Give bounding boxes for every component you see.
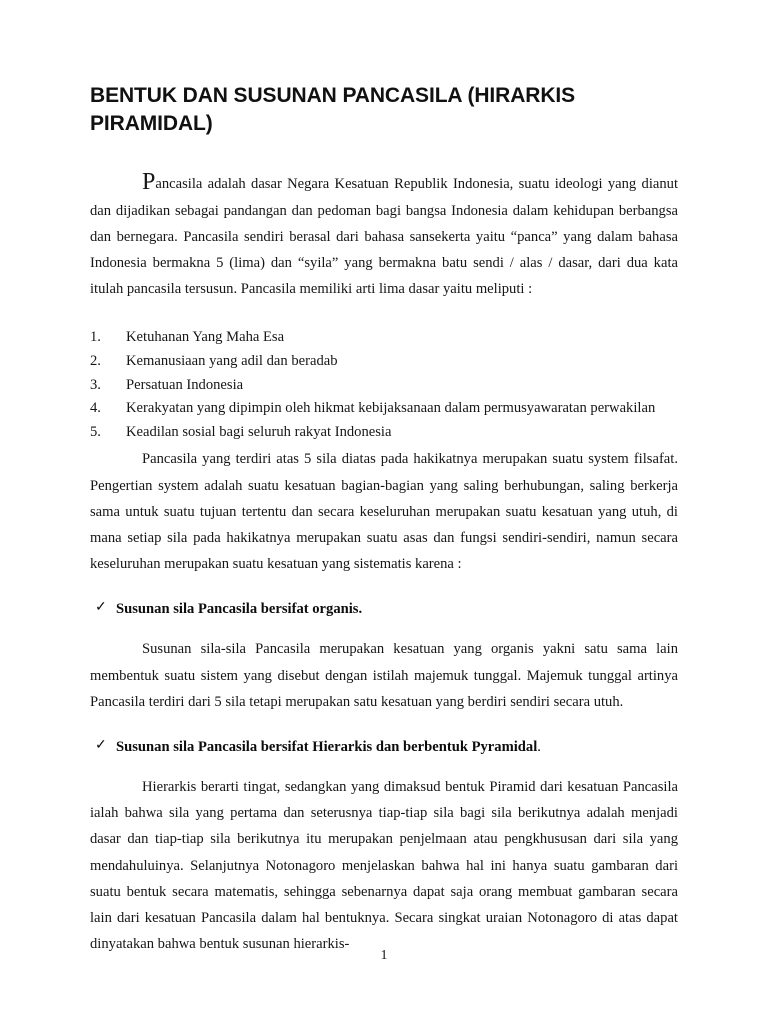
checkmark-icon: ✓: [95, 600, 107, 616]
list-item: [90, 374, 678, 397]
section-heading-text: Susunan sila Pancasila bersifat Hierarkis dan berbentuk Pyramidal: [116, 739, 538, 756]
list-item-number: 4.: [90, 400, 101, 417]
page-title: BENTUK DAN SUSUNAN PANCASILA (HIRARKIS PIRAMIDAL): [90, 84, 576, 135]
list-item-number: 3.: [90, 376, 101, 393]
list-item-number: 2.: [90, 353, 101, 370]
list-item-number: 5.: [90, 423, 101, 440]
list-item: [90, 397, 678, 420]
section-body-hierarkis: Hierarkis berarti tingat, sedangkan yang dimaksud bentuk Piramid dari kesatuan Pancasila ialah bahwa sila yang pertama dan seterusnya tiap-tiap sila bagi sila berikutnya adalah menjadi dasar dan tiap-tiap sila berikutnya itu merupakan penjelmaan atau pengkhususan dari sila yang mendahuluinya. Selanjutnya Notonagoro menjelaskan bahwa hal ini hanya suatu gambaran dari suatu bentuk secara matematis, sehingga sebenarnya dapat saja orang membuat gambaran secara lain dari kesatuan Pancasila dalam hal bentuknya. Secara singkat uraian Notonagoro di atas dapat dinyatakan bahwa bentuk susunan hierarkis-: [90, 779, 678, 953]
page-number-footer: 1: [380, 947, 388, 962]
list-item-label: Keadilan sosial bagi seluruh rakyat Indonesia: [126, 423, 392, 440]
intro-text: ancasila adalah dasar Negara Kesatuan Republik Indonesia, suatu ideologi yang dianut dan dijadikan sebagai pandangan dan pedoman bagi bangsa Indonesia dalam kehidupan berbangsa dan bernegara. Pancasila sendiri berasal dari bahasa sansekerta yaitu “panca” yang dalam bahasa Indonesia bermakna 5 (lima) dan “syila” yang bermakna batu sendi / alas / dasar, dari dua kata itulah pancasila tersusun. Pancasila memiliki arti lima dasar yaitu meliputi :: [90, 176, 678, 298]
intro-dropcap: P: [142, 169, 156, 196]
document-content: [90, 82, 678, 957]
section-heading-hierarkis: [90, 736, 678, 758]
system-paragraph: Pancasila yang terdiri atas 5 sila diatas pada hakikatnya merupakan suatu system filsafat. Pengertian system adalah suatu kesatuan bagian-bagian yang saling berhubungan, saling berkerja sama untuk suatu tujuan tertentu dan secara keseluruhan merupakan suatu kesatuan yang utuh, di mana setiap sila pada hakikatnya merupakan suatu asas dan fungsi sendiri-sendiri, namun secara keseluruhan merupakan suatu kesatuan yang sistematis karena :: [90, 451, 678, 573]
section-body-organis: Susunan sila-sila Pancasila merupakan kesatuan yang organis yakni satu sama lain membentuk suatu sistem yang disebut dengan istilah majemuk tunggal. Majemuk tunggal artinya Pancasila terdiri dari 5 sila tetapi merupakan satu kesatuan yang berdiri sendiri secara utuh.: [90, 641, 678, 710]
intro-paragraph: [90, 171, 678, 302]
list-item-label: Persatuan Indonesia: [126, 376, 244, 393]
checkmark-icon: ✓: [95, 738, 107, 754]
section-heading-tail: .: [537, 739, 541, 756]
list-item-label: Ketuhanan Yang Maha Esa: [126, 329, 285, 346]
list-item: [90, 326, 678, 349]
sila-list: [90, 326, 678, 443]
section-heading-text: Susunan sila Pancasila bersifat organis.: [116, 601, 363, 618]
list-item-number: 1.: [90, 329, 101, 346]
list-item: [90, 350, 678, 373]
list-item-label: Kemanusiaan yang adil dan beradab: [126, 353, 338, 370]
list-item: [90, 421, 678, 444]
section-heading-organis: [90, 598, 678, 620]
list-item-label: Kerakyatan yang dipimpin oleh hikmat kebijaksanaan dalam permusyawaratan perwakilan: [126, 400, 656, 417]
